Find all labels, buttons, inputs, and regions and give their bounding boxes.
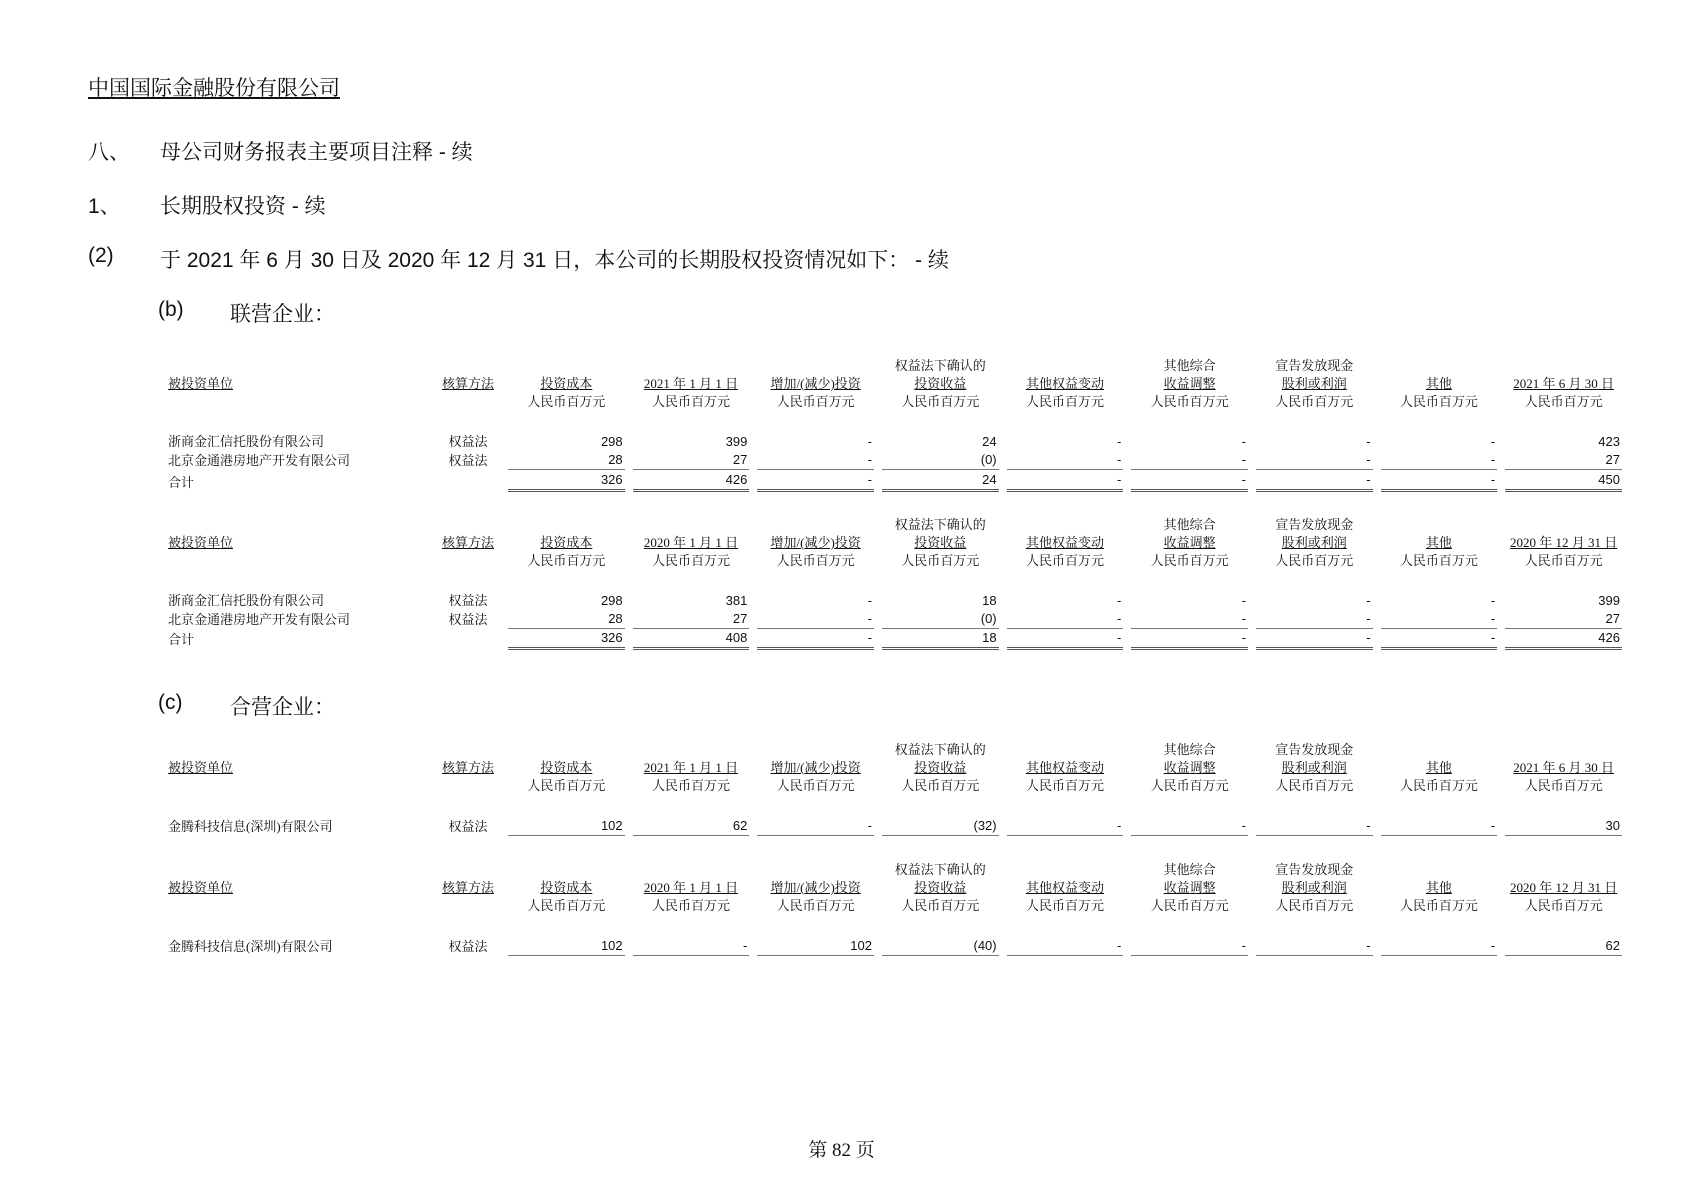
table-row [168, 592, 1622, 610]
value-cell: - [1241, 434, 1246, 449]
value-cell: - [1256, 817, 1373, 836]
header-dividend: 宣告发放现金 股利或利润 人民币百万元 [1275, 742, 1354, 793]
value-cell: - [1381, 937, 1498, 956]
header-other: 其他 人民币百万元 [1399, 760, 1478, 793]
value-cell: - [1256, 451, 1373, 470]
joint-ventures-label: (c) [158, 691, 183, 714]
total-label: 合计 [168, 475, 195, 490]
header-investee: 被投资单位 [168, 376, 234, 391]
value-cell: - [1381, 817, 1498, 836]
value-cell: - [1256, 610, 1373, 629]
header-closing: 2020 年 12 月 31 日 人民币百万元 [1509, 535, 1618, 568]
method-cell: 权益法 [448, 593, 488, 608]
total-row [168, 470, 1622, 492]
value-cell: 24 [982, 434, 997, 449]
subitem-heading [88, 244, 1088, 274]
total-cell: - [1256, 470, 1373, 492]
total-cell: - [1131, 629, 1248, 650]
total-cell: 24 [882, 470, 999, 492]
header-increase: 增加/(减少)投资 人民币百万元 [770, 880, 861, 913]
total-cell: - [757, 470, 874, 492]
value-cell: 102 [508, 817, 625, 836]
value-cell: 102 [757, 937, 874, 956]
value-cell: - [1490, 434, 1496, 449]
associates-title: 联营企业： [230, 303, 335, 326]
joint-ventures-2021-table [160, 741, 1630, 836]
value-cell: - [867, 593, 872, 608]
value-cell: - [867, 434, 872, 449]
section-heading [88, 136, 888, 166]
header-investee: 被投资单位 [168, 760, 234, 775]
value-cell: 27 [1505, 610, 1622, 629]
method-cell: 权益法 [448, 611, 488, 627]
value-cell: - [1116, 593, 1122, 608]
investee-name: 金腾科技信息(深圳)有限公司 [168, 818, 333, 834]
joint-ventures-title: 合营企业： [230, 696, 335, 719]
header-closing: 2021 年 6 月 30 日 人民币百万元 [1513, 760, 1614, 793]
header-other: 其他 人民币百万元 [1399, 535, 1478, 568]
value-cell: 62 [633, 817, 750, 836]
company-name: 中国国际金融股份有限公司 [88, 77, 340, 100]
value-cell: - [1007, 451, 1124, 470]
header-cost: 投资成本 人民币百万元 [527, 880, 606, 913]
header-other-equity: 其他权益变动 人民币百万元 [1025, 535, 1104, 568]
method-cell: 权益法 [448, 452, 488, 468]
header-increase: 增加/(减少)投资 人民币百万元 [770, 760, 861, 793]
table-row [168, 817, 1622, 836]
header-opening: 2021 年 1 月 1 日 人民币百万元 [643, 376, 739, 409]
header-method: 核算方法 [441, 880, 494, 895]
associates-heading [158, 298, 658, 328]
value-cell: - [757, 451, 874, 470]
header-cost: 投资成本 人民币百万元 [527, 535, 606, 568]
value-cell: 28 [508, 610, 625, 629]
total-cell: - [1007, 629, 1124, 650]
total-cell: - [1256, 629, 1373, 650]
method-cell: 权益法 [448, 818, 488, 834]
header-increase: 增加/(减少)投资 人民币百万元 [770, 535, 861, 568]
header-method: 核算方法 [441, 760, 494, 775]
value-cell: (32) [882, 817, 999, 836]
method-cell: 权益法 [448, 938, 488, 954]
value-cell: - [1381, 610, 1498, 629]
value-cell: 399 [725, 434, 748, 449]
header-opening: 2020 年 1 月 1 日 人民币百万元 [643, 880, 739, 913]
value-cell: (40) [882, 937, 999, 956]
investee-name: 北京金通港房地产开发有限公司 [168, 611, 351, 627]
value-cell: - [1381, 451, 1498, 470]
header-closing: 2020 年 12 月 31 日 人民币百万元 [1509, 880, 1618, 913]
header-opening: 2021 年 1 月 1 日 人民币百万元 [643, 760, 739, 793]
total-cell: - [757, 629, 874, 650]
value-cell: 399 [1598, 593, 1620, 608]
value-cell: - [1007, 817, 1124, 836]
total-cell: - [1007, 470, 1124, 492]
header-closing: 2021 年 6 月 30 日 人民币百万元 [1513, 376, 1614, 409]
associates-2021-table [160, 357, 1630, 492]
investee-name: 金腾科技信息(深圳)有限公司 [168, 938, 333, 954]
header-other-equity: 其他权益变动 人民币百万元 [1025, 880, 1104, 913]
header-other: 其他 人民币百万元 [1399, 880, 1478, 913]
header-other-equity: 其他权益变动 人民币百万元 [1025, 376, 1104, 409]
value-cell: 381 [725, 593, 748, 608]
total-cell: - [1381, 470, 1498, 492]
total-row [168, 629, 1622, 650]
total-cell: 408 [633, 629, 750, 650]
total-cell: 18 [882, 629, 999, 650]
value-cell: - [1241, 593, 1246, 608]
investee-name: 浙商金汇信托股份有限公司 [168, 434, 325, 449]
table-row [168, 610, 1622, 629]
total-cell: 450 [1505, 470, 1622, 492]
value-cell: 62 [1505, 937, 1622, 956]
header-cost: 投资成本 人民币百万元 [527, 760, 606, 793]
header-dividend: 宣告发放现金 股利或利润 人民币百万元 [1275, 517, 1354, 568]
value-cell: - [633, 937, 750, 956]
value-cell: - [1007, 937, 1124, 956]
investee-name: 北京金通港房地产开发有限公司 [168, 452, 351, 468]
header-oci: 其他综合 收益调整 人民币百万元 [1150, 358, 1229, 409]
value-cell: - [1366, 434, 1371, 449]
associates-label: (b) [158, 298, 184, 321]
header-equity-income: 权益法下确认的 投资收益 人民币百万元 [894, 862, 986, 913]
header-investee: 被投资单位 [168, 535, 234, 550]
table-row [168, 433, 1622, 451]
header-method: 核算方法 [441, 376, 494, 391]
associates-2020-table [160, 516, 1630, 650]
value-cell: - [1131, 937, 1248, 956]
header-oci: 其他综合 收益调整 人民币百万元 [1150, 742, 1229, 793]
header-oci: 其他综合 收益调整 人民币百万元 [1150, 862, 1229, 913]
header-dividend: 宣告发放现金 股利或利润 人民币百万元 [1275, 862, 1354, 913]
total-cell: 326 [508, 629, 625, 650]
table-row [168, 937, 1622, 956]
item-title: 长期股权投资 - 续 [160, 195, 326, 218]
value-cell: 298 [600, 434, 623, 449]
value-cell: - [1131, 451, 1248, 470]
value-cell: 27 [633, 610, 750, 629]
value-cell: 298 [600, 593, 623, 608]
value-cell: 18 [982, 593, 997, 608]
value-cell: 27 [1505, 451, 1622, 470]
item-number: 1、 [88, 195, 121, 218]
value-cell: - [1256, 937, 1373, 956]
header-dividend: 宣告发放现金 股利或利润 人民币百万元 [1275, 358, 1354, 409]
value-cell: (0) [882, 610, 999, 629]
header-cost: 投资成本 人民币百万元 [527, 376, 606, 409]
value-cell: (0) [882, 451, 999, 470]
header-investee: 被投资单位 [168, 880, 234, 895]
value-cell: 27 [633, 451, 750, 470]
value-cell: - [1131, 610, 1248, 629]
header-opening: 2020 年 1 月 1 日 人民币百万元 [643, 535, 739, 568]
subitem-title: 于 2021 年 6 月 30 日及 2020 年 12 月 31 日，本公司的长期股权投资情况如下： - 续 [160, 249, 949, 272]
total-cell: 426 [1505, 629, 1622, 650]
joint-ventures-heading [158, 691, 658, 721]
value-cell: 423 [1598, 434, 1620, 449]
total-cell: 326 [508, 470, 625, 492]
value-cell: - [757, 610, 874, 629]
value-cell: 102 [508, 937, 625, 956]
item-heading [88, 190, 888, 220]
value-cell: - [1007, 610, 1124, 629]
header-equity-income: 权益法下确认的 投资收益 人民币百万元 [894, 358, 986, 409]
total-cell: - [1131, 470, 1248, 492]
value-cell: - [1366, 593, 1371, 608]
subitem-number: (2) [88, 244, 114, 267]
method-cell: 权益法 [448, 434, 488, 449]
section-number: 八、 [88, 141, 130, 164]
header-method: 核算方法 [441, 535, 494, 550]
value-cell: - [1131, 817, 1248, 836]
header-other: 其他 人民币百万元 [1399, 376, 1478, 409]
header-increase: 增加/(减少)投资 人民币百万元 [770, 376, 861, 409]
total-cell: 426 [633, 470, 750, 492]
investee-name: 浙商金汇信托股份有限公司 [168, 593, 325, 608]
value-cell: - [1490, 593, 1496, 608]
value-cell: - [1116, 434, 1122, 449]
section-title: 母公司财务报表主要项目注释 - 续 [160, 141, 473, 164]
value-cell: 30 [1505, 817, 1622, 836]
header-other-equity: 其他权益变动 人民币百万元 [1025, 760, 1104, 793]
value-cell: - [757, 817, 874, 836]
total-label: 合计 [168, 631, 195, 647]
joint-ventures-2020-table [160, 861, 1630, 956]
header-oci: 其他综合 收益调整 人民币百万元 [1150, 517, 1229, 568]
header-equity-income: 权益法下确认的 投资收益 人民币百万元 [894, 517, 986, 568]
total-cell: - [1381, 629, 1498, 650]
header-equity-income: 权益法下确认的 投资收益 人民币百万元 [894, 742, 986, 793]
table-row [168, 451, 1622, 470]
value-cell: 28 [508, 451, 625, 470]
page-number: 第 82 页 [808, 1140, 875, 1161]
